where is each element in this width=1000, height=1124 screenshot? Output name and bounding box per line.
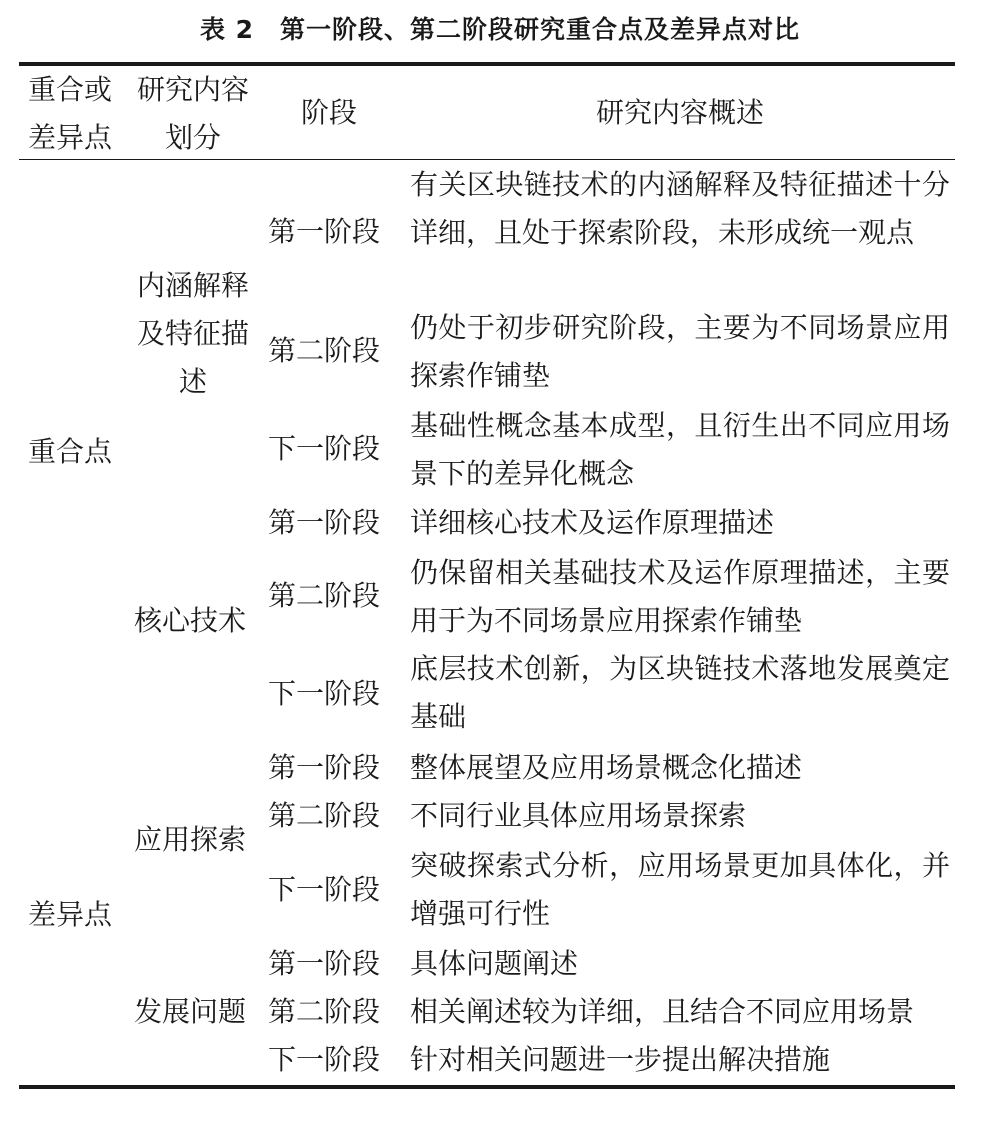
stage-cell: 第二阶段 xyxy=(268,799,381,832)
category-connotation xyxy=(128,262,258,406)
header-col1 xyxy=(28,66,112,162)
description-cell: 不同行业具体应用场景探索 xyxy=(410,799,747,832)
stage-cell: 第一阶段 xyxy=(268,215,381,248)
description-cell: 针对相关问题进一步提出解决措施 xyxy=(410,1043,831,1076)
category-connotation-line3: 述 xyxy=(178,365,207,398)
stage-cell: 下一阶段 xyxy=(268,677,381,710)
header-col2-line1: 研究内容 xyxy=(136,73,249,106)
group-difference: 差异点 xyxy=(28,898,113,931)
description-cell: 相关阐述较为详细，且结合不同应用场景 xyxy=(410,995,915,1028)
stage-cell: 下一阶段 xyxy=(268,873,381,906)
category-connotation-line2: 及特征描 xyxy=(136,317,249,350)
header-col3: 阶段 xyxy=(300,96,357,129)
stage-cell: 第一阶段 xyxy=(268,947,381,980)
stage-cell: 下一阶段 xyxy=(268,432,381,465)
description-cell: 有关区块链技术的内涵解释及特征描述十分详细，且处于探索阶段，未形成统一观点 xyxy=(410,168,950,249)
header-col1-line1: 重合或 xyxy=(28,73,113,106)
stage-cell: 第二阶段 xyxy=(268,995,381,1028)
group-overlap: 重合点 xyxy=(28,435,113,468)
description-cell: 基础性概念基本成型，且衍生出不同应用场景下的差异化概念 xyxy=(410,409,950,490)
header-col1-line2: 差异点 xyxy=(28,121,113,154)
description-cell: 详细核心技术及运作原理描述 xyxy=(410,506,775,539)
category-connotation-line1: 内涵解释 xyxy=(136,269,249,302)
description-cell: 底层技术创新，为区块链技术落地发展奠定基础 xyxy=(410,652,950,733)
stage-cell: 第一阶段 xyxy=(268,751,381,784)
description-cell: 整体展望及应用场景概念化描述 xyxy=(410,751,803,784)
table-bottom-rule xyxy=(19,1085,955,1089)
category-core: 核心技术 xyxy=(134,604,247,637)
description-cell: 仍处于初步研究阶段，主要为不同场景应用探索作铺垫 xyxy=(410,311,950,392)
description-cell: 突破探索式分析，应用场景更加具体化，并增强可行性 xyxy=(410,849,950,930)
header-col2-line2: 划分 xyxy=(164,121,221,154)
category-problems: 发展问题 xyxy=(134,995,247,1028)
description-cell: 具体问题阐述 xyxy=(410,947,579,980)
header-col2 xyxy=(130,66,256,162)
description-cell: 仍保留相关基础技术及运作原理描述，主要用于为不同场景应用探索作铺垫 xyxy=(410,556,950,637)
stage-cell: 第二阶段 xyxy=(268,579,381,612)
table-title: 表 2 第一阶段、第二阶段研究重合点及差异点对比 xyxy=(199,15,801,44)
header-col4: 研究内容概述 xyxy=(595,96,764,129)
stage-cell: 第二阶段 xyxy=(268,334,381,367)
category-application: 应用探索 xyxy=(134,823,247,856)
stage-cell: 第一阶段 xyxy=(268,506,381,539)
stage-cell: 下一阶段 xyxy=(268,1043,381,1076)
